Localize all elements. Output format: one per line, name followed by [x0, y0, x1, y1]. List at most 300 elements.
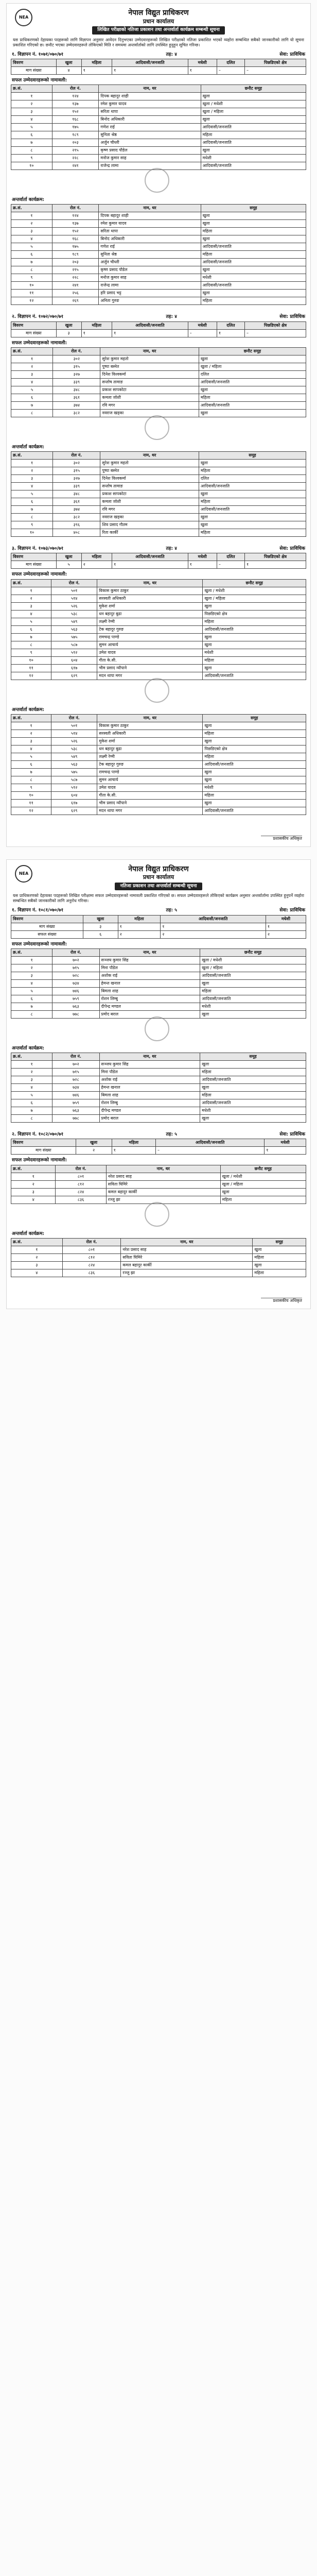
table-cell: ७२८ [52, 1076, 99, 1084]
column-header: खुला [76, 1139, 112, 1147]
table-cell: ७२८ [52, 972, 99, 979]
table-cell: सुनिता श्रेष्ठ [99, 251, 201, 259]
table-cell: ४ [11, 979, 52, 987]
column-header: क्र.सं. [11, 1238, 63, 1246]
pass-list-table [11, 84, 306, 170]
column-header: महिला [118, 915, 161, 923]
table-cell: ११ [11, 290, 52, 297]
table-row [11, 116, 306, 124]
advert-number: १. विज्ञापन नं. १०७१/०७०/७१ [12, 52, 64, 57]
table-cell: ३८२ [53, 514, 100, 521]
table-cell: २ [161, 930, 266, 938]
table-cell: ३ [11, 228, 52, 235]
column-header: क्र.सं. [11, 452, 53, 460]
table-cell: १२४ [52, 212, 99, 220]
office-name: प्रधान कार्यालय [143, 874, 174, 881]
table-row [11, 220, 306, 228]
table-cell: ५८७ [51, 776, 97, 784]
table-cell: १ [11, 722, 51, 730]
table-cell: ३ [56, 329, 81, 337]
pass-list-title: सफल उम्मेदवारहरूको नामावली: [12, 941, 67, 947]
table-cell: पुष्पा बस्नेत [100, 363, 199, 370]
table-cell: १ [11, 956, 52, 964]
table-cell: खुला [201, 147, 306, 155]
table-cell: ९ [11, 649, 51, 656]
table-cell: महिला [203, 656, 306, 664]
table-row [11, 259, 306, 266]
table-row [11, 274, 306, 282]
table-cell: १० [11, 656, 51, 664]
table-cell: ४ [11, 483, 53, 490]
nea-logo-icon: NEA [15, 865, 32, 883]
table-cell: १ [118, 923, 161, 930]
table-cell: खुला [203, 737, 306, 745]
pass-list-title: सफल उम्मेदवारहरूको नामावली: [12, 77, 67, 83]
table-row [11, 602, 306, 610]
advert-service: सेवा: प्राविधिक [279, 52, 305, 57]
table-cell: ३ [11, 1261, 63, 1269]
advert-service: सेवा: प्राविधिक [279, 546, 305, 551]
table-cell: सुमन आचार्य [97, 641, 203, 649]
table-cell: कमल बहादुर कार्की [121, 1261, 253, 1269]
table-cell: ६०४ [51, 791, 97, 799]
table-cell: ४०८ [53, 529, 100, 537]
table-cell: ३ [11, 972, 52, 979]
office-stamp-icon [145, 415, 169, 440]
table-cell: मधेशी [201, 155, 306, 162]
table-cell: नवराज खड्का [100, 409, 199, 417]
table-row [11, 251, 306, 259]
office-stamp-icon [145, 168, 169, 193]
table-row [11, 561, 306, 569]
table-cell: ५ [11, 1092, 52, 1099]
table-cell: ५ [11, 618, 51, 625]
table-cell: महिला [201, 251, 306, 259]
schedule-title: अन्तर्वार्ता कार्यक्रम: [12, 197, 45, 202]
table-row [11, 791, 306, 799]
table-row [11, 529, 306, 537]
table-row [11, 1269, 306, 1277]
table-cell: ५६३ [51, 625, 97, 633]
table-cell: १ [11, 587, 51, 595]
column-header: मधेशी [265, 1139, 306, 1147]
table-cell: १० [11, 529, 53, 537]
table-cell: खुला [201, 116, 306, 124]
column-header: नाम, थर [99, 205, 201, 212]
table-cell: खुला [203, 641, 306, 649]
table-cell: गणेश राई [99, 124, 201, 131]
table-cell: ८ [11, 1010, 52, 1018]
column-header: रोल नं. [52, 1053, 99, 1061]
table-row [11, 1099, 306, 1107]
table-cell: नवराज खड्का [100, 514, 199, 521]
column-header: समूह [200, 1053, 306, 1061]
table-cell: मनोज कुमार साह [99, 155, 201, 162]
table-cell: ३६१ [53, 394, 100, 401]
table-cell: ८०१ [56, 1173, 106, 1180]
table-cell: महिला [199, 529, 306, 537]
table-cell: ८ [11, 641, 51, 649]
table-cell: ७ [11, 259, 52, 266]
pass-list-table [11, 1165, 306, 1204]
table-cell: नरेश प्रसाद साह [106, 1173, 220, 1180]
table-row [11, 625, 306, 633]
table-cell: खुला [200, 1010, 306, 1018]
column-header: नाम, थर [121, 1238, 253, 1246]
table-cell: हरि प्रसाद भट्ट [99, 290, 201, 297]
table-cell: खुला [201, 220, 306, 228]
table-cell: २ [11, 730, 51, 737]
table-cell: २ [76, 1147, 112, 1155]
table-cell: ८२४ [62, 1261, 121, 1269]
table-cell: ७०२ [52, 1061, 99, 1069]
table-cell: महिला [201, 297, 306, 305]
table-row [11, 363, 306, 370]
table-cell: महिला [203, 730, 306, 737]
table-cell: ८ [11, 409, 53, 417]
column-header: विवरण [11, 553, 57, 561]
table-cell: खुला / महिला [201, 108, 306, 116]
table-cell: खुला [199, 490, 306, 498]
table-cell: २२८ [52, 274, 99, 282]
advert-number: २. विज्ञापन नं. १०७२/०७०/७१ [12, 314, 64, 320]
table-header-row [11, 347, 306, 355]
table-cell: महिला [203, 791, 306, 799]
column-header: क्र.सं. [11, 948, 52, 956]
table-cell: ९ [11, 155, 52, 162]
table-cell: ९ [11, 784, 51, 791]
column-header: महिला [81, 553, 112, 561]
advert-heading [12, 314, 305, 320]
table-row [11, 1069, 306, 1076]
table-row [11, 923, 306, 930]
table-cell: सरस्वती अधिकारी [97, 595, 203, 602]
table-cell: ३२७ [53, 370, 100, 378]
table-cell: ४ [11, 235, 52, 243]
table-row [11, 807, 306, 815]
table-cell: ४ [11, 1269, 63, 1277]
table-cell: रोशन लिम्बु [99, 995, 200, 1003]
table-cell: खुला [200, 979, 306, 987]
table-cell: मनोज कुमार साह [99, 274, 201, 282]
table-cell: अशोक राई [99, 1076, 200, 1084]
table-cell: महिला [253, 1253, 306, 1261]
table-header-row [11, 915, 306, 923]
signature-block [11, 1286, 306, 1303]
column-header: पिछडिएको क्षेत्र [245, 59, 306, 66]
advert-list [11, 52, 306, 820]
advert-service: सेवा: प्राविधिक [279, 908, 305, 913]
table-cell: १ [81, 66, 112, 74]
signature-scribble-icon [261, 1286, 302, 1298]
table-cell: ६ [11, 131, 52, 139]
column-header: आदिवासी/जनजाति [155, 1139, 264, 1147]
table-cell: ५३८ [51, 745, 97, 753]
table-cell: खुला / मधेशी [203, 587, 306, 595]
table-cell: प्रमोद बराल [99, 1115, 200, 1123]
table-cell: गीता के.सी. [97, 656, 203, 664]
table-cell: २ [118, 930, 161, 938]
table-cell: खुला [203, 776, 306, 784]
table-cell: ७१५ [52, 1069, 99, 1076]
column-header: रोल नं. [51, 579, 97, 587]
table-cell: खुला [199, 460, 306, 467]
table-cell: ३७४ [53, 506, 100, 514]
table-row [11, 972, 306, 979]
table-row [11, 467, 306, 475]
table-cell: ८३६ [62, 1269, 121, 1277]
table-cell: दलित [199, 370, 306, 378]
table-row [11, 1147, 306, 1155]
table-cell: महिला [200, 987, 306, 995]
table-cell: टेक बहादुर गुरुङ [97, 760, 203, 768]
column-header: समूह [201, 205, 306, 212]
advert-number: १. विज्ञापन नं. १०८१/०७०/७१ [12, 908, 64, 913]
table-row [11, 460, 306, 467]
advert-list [11, 908, 306, 1282]
advert-heading [12, 908, 305, 913]
table-cell: ७ [11, 1003, 52, 1010]
advert-level: तह: ४ [166, 314, 177, 320]
table-cell: कमला जोशी [100, 498, 199, 506]
table-cell: १२ [11, 297, 52, 305]
table-cell: लक्ष्मी रेग्मी [97, 618, 203, 625]
table-row [11, 386, 306, 394]
table-cell: २१५ [52, 147, 99, 155]
table-cell: सरिता थापा [99, 228, 201, 235]
table-cell: राजेन्द्र लामा [99, 282, 201, 290]
table-cell: १ [266, 923, 306, 930]
table-cell: ५ [11, 490, 53, 498]
table-cell: २१५ [52, 266, 99, 274]
table-cell: १२ [11, 672, 51, 680]
table-cell: १ [11, 460, 53, 467]
table-cell: ५ [11, 243, 52, 251]
table-row [11, 498, 306, 506]
table-cell: रञ्जु झा [106, 1196, 220, 1204]
table-cell: आदिवासी/जनजाति [199, 378, 306, 386]
table-cell: खुला [199, 386, 306, 394]
column-header: नाम, थर [97, 714, 203, 722]
table-row [11, 1188, 306, 1196]
table-cell: ६ [11, 1099, 52, 1107]
table-row [11, 483, 306, 490]
advert-number: ३. विज्ञापन नं. १०७३/०७०/७१ [12, 546, 64, 551]
table-cell: – [217, 561, 244, 569]
table-cell: महिला [200, 1092, 306, 1099]
table-cell: २६९ [52, 297, 99, 305]
schedule-title: अन्तर्वार्ता कार्यक्रम: [12, 1231, 45, 1236]
table-cell: सविता घिमिरे [106, 1180, 220, 1188]
table-row [11, 656, 306, 664]
table-cell: १२ [11, 807, 51, 815]
table-row [11, 633, 306, 641]
table-cell: महिला [203, 753, 306, 760]
table-cell: – [188, 329, 217, 337]
column-header: रोल नं. [52, 948, 99, 956]
table-cell: ५ [56, 561, 81, 569]
advert-service: सेवा: प्राविधिक [279, 1132, 305, 1137]
table-cell: सुमन आचार्य [97, 776, 203, 784]
intro-paragraph: यस प्राधिकरणको देहायका पदहरूको लागि विज्ञापन अनुसार आवेदन दिनुभएका उम्मेदवारहरूको लिखित परीक्षाको नतिजा प्रकाशित भएको व्यहोरा सम्बन्धित सबैको जानकारीको लागि यो सूचना प्रकाशित गरिएको छ। छनौट भएका उम्मेदवारहरूले तोकिएको मिति र समयमा अन्तर्वार्ताको लागि उपस्थित हुनुहुन सूचित गरिन्छ। [13, 37, 304, 47]
table-cell: मुकेश शर्मा [97, 602, 203, 610]
quota-table [11, 59, 306, 75]
table-row [11, 1253, 306, 1261]
column-header: छनौट समूह [199, 347, 306, 355]
table-cell: १ [11, 93, 52, 100]
table-cell: ५ [11, 753, 51, 760]
table-cell: ६ [11, 625, 51, 633]
interview-schedule-table [11, 204, 306, 305]
table-cell: दिनेश विश्वकर्मा [100, 475, 199, 483]
advert-heading [12, 1132, 305, 1138]
table-cell: खुला [203, 722, 306, 730]
table-cell: रवि मगर [100, 506, 199, 514]
table-cell: १० [11, 282, 52, 290]
table-row [11, 378, 306, 386]
table-row [11, 753, 306, 760]
table-cell: २५६ [52, 290, 99, 297]
table-cell: आदिवासी/जनजाति [200, 1099, 306, 1107]
notice-header [11, 863, 306, 891]
signature-block [11, 824, 306, 841]
table-cell: खुला [199, 514, 306, 521]
table-cell: खुला [253, 1246, 306, 1253]
table-cell: २ [11, 964, 52, 972]
table-row [11, 760, 306, 768]
table-cell: मिना पौडेल [99, 1069, 200, 1076]
table-header-row [11, 948, 306, 956]
table-cell: खुला / मधेशी [201, 100, 306, 108]
table-cell: ७१५ [52, 964, 99, 972]
column-header: नाम, थर [99, 948, 200, 956]
table-cell: बिनोद अधिकारी [99, 235, 201, 243]
table-cell: ३३९ [53, 378, 100, 386]
table-cell: २ [11, 595, 51, 602]
column-header: विवरण [11, 1139, 76, 1147]
office-stamp-icon [145, 1202, 169, 1227]
table-cell: खुला [201, 235, 306, 243]
table-header-row [11, 579, 306, 587]
table-cell: ५०१ [51, 587, 97, 595]
table-cell: १८९ [52, 131, 99, 139]
table-cell: माग संख्या [11, 66, 57, 74]
table-cell: १५२ [52, 108, 99, 116]
table-cell: हेमन्त खनाल [99, 979, 200, 987]
table-cell: रमेश कुमार यादव [99, 100, 201, 108]
table-row [11, 784, 306, 791]
table-cell: १० [11, 162, 52, 170]
column-header: नाम, थर [99, 1053, 200, 1061]
table-cell: ३ [11, 108, 52, 116]
table-cell: २ [11, 100, 52, 108]
table-row [11, 1261, 306, 1269]
signature-title: प्रशासकीय अधिकृत [273, 1298, 302, 1303]
spacer [11, 817, 306, 820]
table-cell: ७ [11, 506, 53, 514]
table-cell: आदिवासी/जनजाति [201, 259, 306, 266]
table-cell: ३६१ [53, 498, 100, 506]
table-cell: ८२४ [56, 1188, 106, 1196]
advert-level: तह: ४ [166, 546, 177, 551]
table-cell: १३७ [52, 100, 99, 108]
table-cell: १ [245, 561, 306, 569]
advert-number: २. विज्ञापन नं. १०८२/०७०/७१ [12, 1132, 64, 1137]
table-cell: ४ [56, 66, 81, 74]
table-cell: २२८ [52, 155, 99, 162]
intro-paragraph: यस प्राधिकरणको देहायका पदहरूको लिखित परीक्षामा सफल उम्मेदवारहरूको नामावली प्रकाशित गरिएको छ। सफल उम्मेदवारहरूले तोकिएको कार्यक्रम अनुसार अन्तर्वार्तामा उपस्थित हुनुपर्ने व्यहोरा सम्बन्धित सबैको जानकारीको लागि अनुरोध गरिन्छ। [13, 893, 304, 904]
table-cell: १ [11, 1246, 63, 1253]
table-cell: १२४ [52, 93, 99, 100]
column-header: मधेशी [188, 59, 217, 66]
table-cell: ४ [11, 1084, 52, 1092]
table-cell: खुला / महिला [220, 1180, 306, 1188]
table-cell: ६१७ [51, 799, 97, 807]
column-header: मधेशी [188, 553, 217, 561]
interview-schedule-table [11, 714, 306, 815]
table-cell: खुला [200, 1061, 306, 1069]
column-header: नाम, थर [100, 347, 199, 355]
spacer [11, 539, 306, 542]
column-header: आदिवासी/जनजाति [112, 553, 188, 561]
table-cell: ६१७ [51, 664, 97, 672]
table-cell: विकास कुमार ठाकुर [97, 722, 203, 730]
table-cell: माग संख्या [11, 923, 83, 930]
table-cell: शिव प्रसाद गौतम [100, 521, 199, 529]
table-cell: २४१ [52, 282, 99, 290]
column-header: नाम, थर [106, 1165, 220, 1173]
column-header: क्र.सं. [11, 205, 52, 212]
table-cell: १७५ [52, 124, 99, 131]
advert-service: सेवा: प्राविधिक [279, 314, 305, 320]
table-row [11, 737, 306, 745]
table-cell: ७७८ [52, 1010, 99, 1018]
table-cell: खुला [201, 290, 306, 297]
quota-table [11, 553, 306, 569]
column-header: पिछडिएको क्षेत्र [245, 553, 306, 561]
table-cell: लक्ष्मी रेग्मी [97, 753, 203, 760]
table-cell: खुला [201, 212, 306, 220]
column-header: रोल नं. [56, 1165, 106, 1173]
column-header: क्र.सं. [11, 1053, 52, 1061]
table-cell: ३४८ [53, 490, 100, 498]
table-cell: ५४९ [51, 753, 97, 760]
table-cell: ३ [11, 475, 53, 483]
table-cell: खुला [220, 1188, 306, 1196]
table-cell: खुला [253, 1261, 306, 1269]
table-cell: दीपेन्द्र मण्डल [99, 1003, 200, 1010]
table-cell: आदिवासी/जनजाति [201, 282, 306, 290]
table-cell: ३८२ [53, 409, 100, 417]
table-row [11, 964, 306, 972]
table-row [11, 131, 306, 139]
table-row [11, 66, 306, 74]
advert-heading [12, 52, 305, 58]
notice-banner: नतिजा प्रकाशन तथा अन्तर्वार्ता सम्बन्धी सूचना [115, 883, 202, 890]
table-cell: आदिवासी/जनजाति [203, 760, 306, 768]
column-header: आदिवासी/जनजाति [161, 915, 266, 923]
table-cell: बिमला शाह [99, 987, 200, 995]
table-cell: ८१२ [56, 1180, 106, 1188]
table-cell: १ [265, 1147, 306, 1155]
pass-list-table [11, 347, 306, 417]
table-header-row [11, 452, 306, 460]
table-cell: आदिवासी/जनजाति [199, 506, 306, 514]
table-cell: ३१५ [53, 467, 100, 475]
column-header: समूह [253, 1238, 306, 1246]
table-cell: सन्तोष तामाङ [100, 483, 199, 490]
interview-schedule-table [11, 1238, 306, 1277]
